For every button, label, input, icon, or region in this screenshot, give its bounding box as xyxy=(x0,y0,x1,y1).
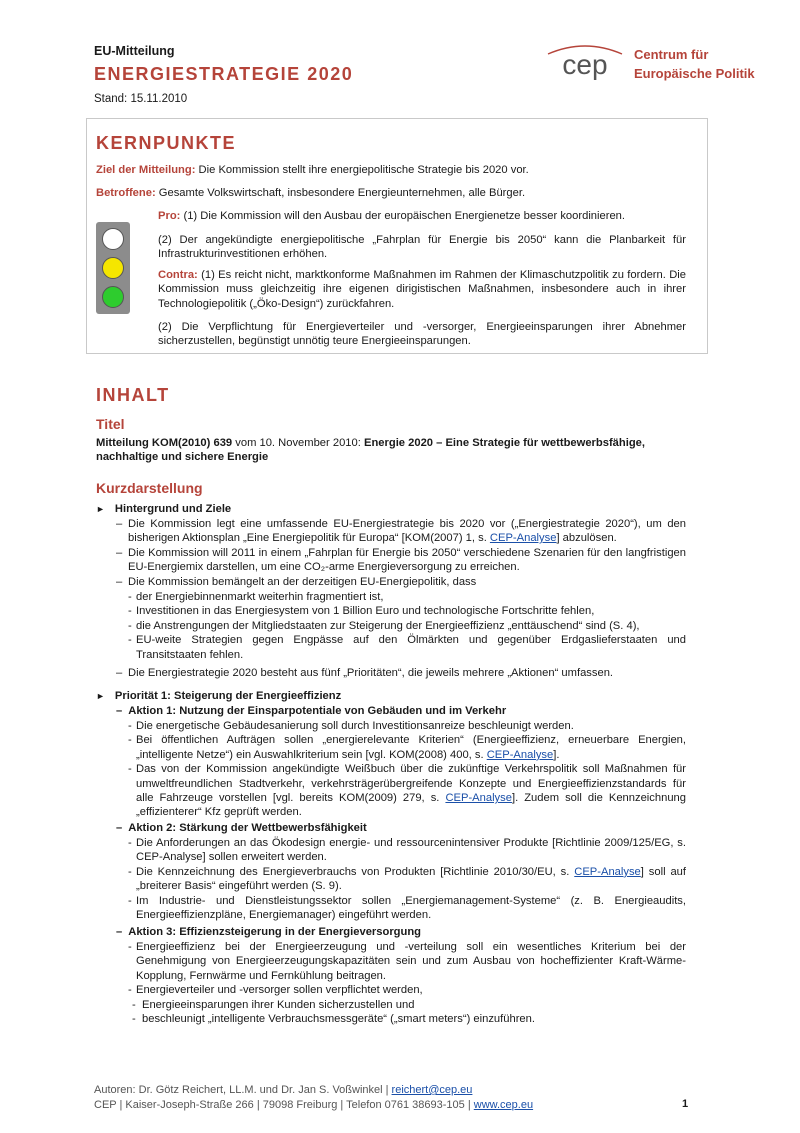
list-item: - Das von der Kommission angekündigte Weißbuch über die zukünftige Verkehrspolitik soll Maßnahmen für umweltfreundlichen Stadtverkehr, verkehrsträgerübergreifende Konzepte und Energieeffizienzstandards für alle Fahrzeuge vorstellen [vgl. bereits KOM(2009) 279, s. CEP-Analyse]. Zudem soll die Kennzeichnung „effizienterer“ Kfz geprüft werden. xyxy=(128,763,686,819)
list-item: - EU-weite Strategien gegen Engpässe auf den Ölmärkten und gegenüber Erdgaslieferstaaten und Transitstaaten fehlen. xyxy=(128,634,686,661)
list-item: - Im Industrie- und Dienstleistungssektor sollen „Energiemanagement-Systeme“ (z. B. Energieaudits, Energieeffizienzpläne, Energiemanager) eingeführt werden. xyxy=(128,894,686,922)
document-title: ENERGIESTRATEGIE 2020 xyxy=(94,64,354,84)
hintergrund-heading-text: Hintergrund und Ziele xyxy=(114,503,232,515)
kernpunkte-heading: KERNPUNKTE xyxy=(96,133,237,153)
cep-logo xyxy=(540,36,630,86)
list-item: - Die Kennzeichnung des Energieverbrauchs von Produkten [Richtlinie 2010/30/EU, s. CEP-Analyse] soll auf „breiterer Basis“ eingeführt werden (S. 9). xyxy=(128,865,686,893)
aktion2-list xyxy=(128,836,686,922)
ziel-text: Die Kommission stellt ihre energiepolitische Strategie bis 2020 vor. xyxy=(195,164,529,176)
hintergrund-item-4: – Die Energiestrategie 2020 besteht aus fünf „Prioritäten“, die jeweils mehrere „Aktionen“ umfassen. xyxy=(116,666,686,680)
h2-text: Die Kommission will 2011 in einem „Fahrplan für Energie bis 2050“ verschiedene Szenarien für den langfristigen EU-Energiemix darstellen, um eine CO₂-arme Energieversorgung zu erreichen. xyxy=(128,547,686,574)
betroffene-text: Gesamte Volkswirtschaft, insbesondere Energieunternehmen, alle Bürger. xyxy=(155,187,526,199)
footer-address-text: CEP | Kaiser-Joseph-Straße 266 | 79098 Freiburg | Telefon 0761 38693-105 | xyxy=(94,1099,474,1111)
traffic-light-green xyxy=(102,286,124,308)
aktion3-list xyxy=(128,940,686,1026)
bullet-arrow-icon: ► xyxy=(96,691,105,701)
pro-1-text: (1) Die Kommission will den Ausbau der europäischen Energienetze besser koordinieren. xyxy=(180,210,626,222)
footer-authors-text: Autoren: Dr. Götz Reichert, LL.M. und Dr. Jan S. Voßwinkel | xyxy=(94,1084,392,1096)
aktion1-list xyxy=(128,719,686,820)
aktion3-heading: – Aktion 3: Effizienzsteigerung in der Energieversorgung xyxy=(116,926,422,938)
email-link[interactable]: reichert@cep.eu xyxy=(391,1084,473,1096)
hintergrund-item-3: – Die Kommission bemängelt an der derzeitigen EU-Energiepolitik, dass xyxy=(116,575,686,589)
list-item: - Energieverteiler und -versorger sollen verpflichtet werden, xyxy=(128,984,423,997)
h3-text: Die Kommission bemängelt an der derzeitigen EU-Energiepolitik, dass xyxy=(128,576,477,588)
org-name-line1: Centrum für xyxy=(634,47,709,62)
titel-ref: Mitteilung KOM(2010) 639 xyxy=(96,437,233,449)
footer-authors xyxy=(94,1084,472,1096)
prio1-heading xyxy=(96,689,341,703)
cep-analyse-link[interactable]: CEP-Analyse xyxy=(574,865,641,878)
hintergrund-heading xyxy=(96,502,231,516)
page-number: 1 xyxy=(682,1098,689,1110)
org-name-line2: Europäische Politik xyxy=(634,66,755,81)
pro-1 xyxy=(158,209,686,223)
traffic-light-white xyxy=(102,228,124,250)
bullet-arrow-icon: ► xyxy=(96,504,105,514)
titel-text xyxy=(96,436,686,465)
cep-analyse-link[interactable]: CEP-Analyse xyxy=(489,532,557,545)
h3-sublist xyxy=(128,590,686,662)
list-item: - Bei öffentlichen Aufträgen sollen „energierelevante Kriterien“ (Energieeffizienz, erneuerbare Energien, „intelligente Netze“) ein Auswahlkriterium sein [vgl. KOM(2008) 400, s. CEP-Analyse]. xyxy=(128,734,686,761)
h1-text-end: ] abzulösen. xyxy=(556,532,617,545)
titel-heading: Titel xyxy=(96,416,125,432)
footer-address xyxy=(94,1099,533,1111)
kurzdarstellung-heading: Kurzdarstellung xyxy=(96,480,203,496)
contra-label: Contra: xyxy=(158,269,198,281)
contra-1 xyxy=(158,268,686,311)
list-item: - Energieeffizienz bei der Energieerzeugung und -verteilung soll ein wesentliches Kriterium bei der Genehmigung von Energieerzeugungskapazitäten sein und zum Ausbau von hocheffizienter Kraft-Wärme-Kopplung, Fernwärme und Fernkühlung beitragen. xyxy=(128,941,686,982)
cep-analyse-link[interactable]: CEP-Analyse xyxy=(445,792,512,805)
traffic-light-icon xyxy=(96,222,130,314)
h1-text: Die Kommission legt eine umfassende EU-Energiestrategie bis 2020 vor („Energiestrategie 2020“), um den bisherigen Aktionsplan „Eine Energiepolitik für Europa“ [KOM(2007) 1, s. xyxy=(128,518,686,545)
document-date: Stand: 15.11.2010 xyxy=(94,93,188,105)
list-item: - Die energetische Gebäudesanierung soll durch Investitionsanreize beschleunigt werden. xyxy=(128,720,574,732)
ziel-line xyxy=(96,163,696,177)
prio1-heading-text: Priorität 1: Steigerung der Energieeffizienz xyxy=(114,690,342,702)
cep-analyse-link[interactable]: CEP-Analyse xyxy=(486,748,554,761)
document-type: EU-Mitteilung xyxy=(94,44,175,58)
list-item: - beschleunigt „intelligente Verbrauchsmessgeräte“ („smart meters“) einzuführen. xyxy=(132,1013,535,1026)
betroffene-label: Betroffene: xyxy=(96,187,156,199)
list-item: - Energieeinsparungen ihrer Kunden sicherzustellen und xyxy=(132,998,415,1011)
titel-name: Energie 2020 – Eine Strategie für wettbewerbsfähige, nachhaltige und sichere Energie xyxy=(96,437,646,464)
org-name xyxy=(634,45,755,83)
hintergrund-item-1: – Die Kommission legt eine umfassende EU-Energiestrategie bis 2020 vor („Energiestrategie 2020“), um den bisherigen Aktionsplan „Eine Energiepolitik für Europa“ [KOM(2007) 1, s. CEP-Analyse] abzulösen. xyxy=(116,518,686,545)
aktion1-heading: – Aktion 1: Nutzung der Einsparpotentiale von Gebäuden und im Verkehr xyxy=(116,705,507,717)
aktion1-heading-text: Aktion 1: Nutzung der Einsparpotentiale von Gebäuden und im Verkehr xyxy=(128,705,507,717)
contra-1-text: (1) Es reicht nicht, marktkonforme Maßnahmen im Rahmen der Klimaschutzpolitik zu fordern. Die Kommission muss gleichzeitig ihre eigenen dirigistischen Maßnahmen, insbesondere auch in ihrer Technologiepolitik („Öko-Design“) zurückfahren. xyxy=(158,269,686,310)
inhalt-heading: INHALT xyxy=(96,385,170,405)
ziel-label: Ziel der Mitteilung: xyxy=(96,164,196,176)
website-link[interactable]: www.cep.eu xyxy=(473,1099,534,1111)
aktion2-heading: – Aktion 2: Stärkung der Wettbewerbsfähigkeit xyxy=(116,822,367,834)
aktion3-heading-text: Aktion 3: Effizienzsteigerung in der Energieversorgung xyxy=(128,926,422,938)
aktion2-heading-text: Aktion 2: Stärkung der Wettbewerbsfähigkeit xyxy=(128,822,367,834)
list-item: - die Anstrengungen der Mitgliedstaaten zur Steigerung der Energieeffizienz „enttäuschend“ sind (S. 4), xyxy=(128,619,640,632)
betroffene-line xyxy=(96,186,696,200)
contra-2: (2) Die Verpflichtung für Energieverteiler und -versorger, Energieeinsparungen ihrer Abnehmer sicherzustellen, begünstigt unnötig teure Energieeinsparungen. xyxy=(158,321,686,348)
hintergrund-item-2: – Die Kommission will 2011 in einem „Fahrplan für Energie bis 2050“ verschiedene Szenarien für den langfristigen EU-Energiemix darstellen, um eine CO₂-arme Energieversorgung zu erreichen. xyxy=(116,547,686,574)
titel-date: vom 10. November 2010: xyxy=(232,437,364,449)
list-item: - Die Anforderungen an das Ökodesign energie- und ressourcenintensiver Produkte [Richtlinie 2009/125/EG, s. CEP-Analyse] sollen erweitert werden. xyxy=(128,837,686,864)
pro-label: Pro: xyxy=(158,210,181,222)
logo-text: cep xyxy=(562,49,608,80)
list-item: - der Energiebinnenmarkt weiterhin fragmentiert ist, xyxy=(128,591,384,603)
h4-text: Die Energiestrategie 2020 besteht aus fünf „Prioritäten“, die jeweils mehrere „Aktionen“ umfassen. xyxy=(128,667,614,679)
pro-2: (2) Der angekündigte energiepolitische „Fahrplan für Energie bis 2050“ kann die Planbarkeit für Infrastrukturinvestitionen erhöhen. xyxy=(158,234,686,261)
list-item: - Investitionen in das Energiesystem von 1 Billion Euro und technologische Fortschritte fehlen, xyxy=(128,605,595,618)
traffic-light-yellow xyxy=(102,257,124,279)
